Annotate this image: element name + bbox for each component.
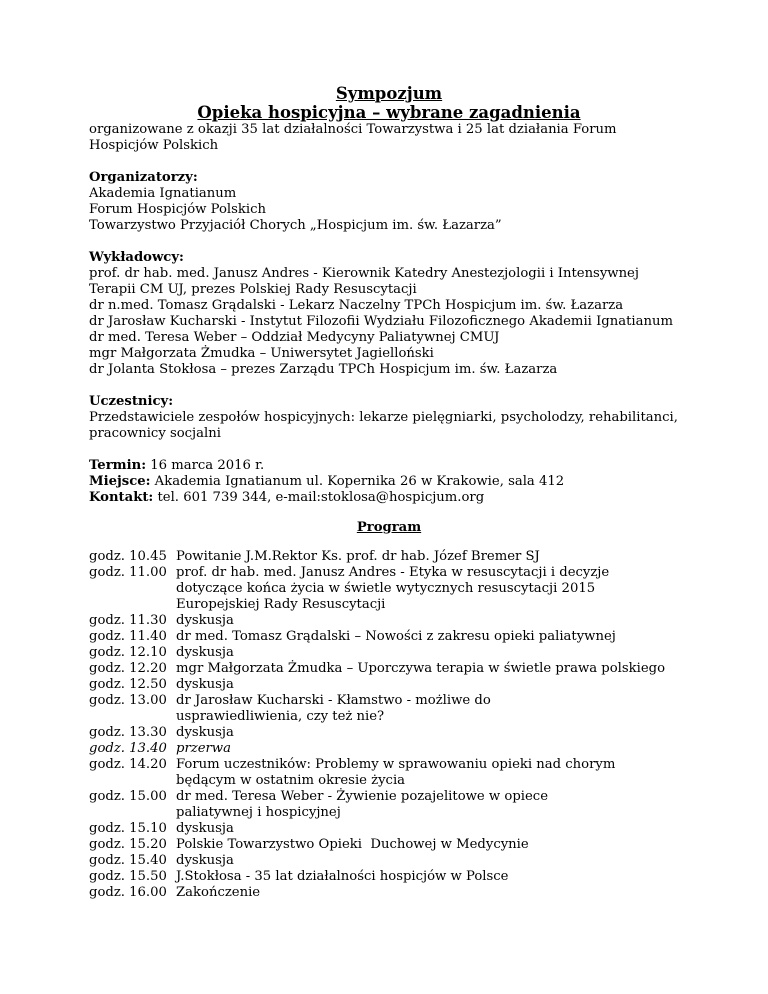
- program-desc: Zakończenie: [176, 885, 261, 900]
- organizers-label: Organizatorzy:: [89, 170, 198, 185]
- program-row: [89, 613, 689, 629]
- program-row: [89, 869, 689, 885]
- program-time: godz. 15.50: [89, 869, 167, 884]
- program-time: godz. 13.40: [89, 741, 167, 756]
- program-row: [89, 677, 689, 693]
- program-row: [89, 853, 689, 869]
- participants-text: Przedstawiciele zespołów hospicyjnych: lekarze pielęgniarki, psycholodzy, rehabilitanci, pracownicy socjalni: [89, 410, 678, 441]
- place-label: Miejsce:: [89, 474, 151, 489]
- program-time: godz. 13.00: [89, 693, 167, 708]
- program-time: godz. 12.10: [89, 645, 167, 660]
- program-time: godz. 15.40: [89, 853, 167, 868]
- program-time: godz. 11.40: [89, 629, 167, 644]
- contact-line: [89, 490, 689, 506]
- program-heading: Program: [356, 520, 422, 535]
- program-desc: Forum uczestników: Problemy w sprawowaniu opieki nad chorym będącym w ostatnim okresie życia: [176, 757, 616, 788]
- date-label: Termin:: [89, 458, 147, 473]
- date-value: 16 marca 2016 r.: [146, 458, 265, 473]
- title-line-1: Sympozjum: [335, 84, 443, 103]
- program-desc: Polskie Towarzystwo Opieki Duchowej w Medycynie: [176, 837, 529, 852]
- program-desc: przerwa: [176, 741, 231, 756]
- organizers-section: [89, 170, 689, 234]
- lecturer-item: mgr Małgorzata Żmudka – Uniwersytet Jagielloński: [89, 346, 434, 361]
- place-line: [89, 474, 689, 490]
- place-value: Akademia Ignatianum ul. Kopernika 26 w Krakowie, sala 412: [150, 474, 565, 489]
- program-row: [89, 885, 689, 901]
- program-desc: Powitanie J.M.Rektor Ks. prof. dr hab. Józef Bremer SJ: [176, 549, 540, 564]
- program-row: [89, 789, 689, 821]
- program-time: godz. 15.10: [89, 821, 167, 836]
- program-time: godz. 11.00: [89, 565, 167, 580]
- program-time: godz. 16.00: [89, 885, 167, 900]
- program-time: godz. 12.50: [89, 677, 167, 692]
- organizer-item: Forum Hospicjów Polskich: [89, 202, 266, 217]
- document-page: [89, 84, 689, 901]
- program-row: [89, 757, 689, 789]
- program-row: [89, 837, 689, 853]
- symposium-title: [89, 84, 689, 122]
- organizer-item: Towarzystwo Przyjaciół Chorych „Hospicjum im. św. Łazarza”: [89, 218, 502, 233]
- participants-label: Uczestnicy:: [89, 394, 174, 409]
- program-desc: dyskusja: [176, 853, 234, 868]
- program-desc: dr Jarosław Kucharski - Kłamstwo - możliwe do usprawiedliwienia, czy też nie?: [176, 693, 491, 724]
- program-desc: dyskusja: [176, 645, 234, 660]
- lecturer-item: dr n.med. Tomasz Grądalski - Lekarz Naczelny TPCh Hospicjum im. św. Łazarza: [89, 298, 624, 313]
- program-desc: mgr Małgorzata Żmudka – Uporczywa terapia w świetle prawa polskiego: [176, 661, 666, 676]
- program-time: godz. 10.45: [89, 549, 167, 564]
- program-time: godz. 14.20: [89, 757, 167, 772]
- program-desc: dyskusja: [176, 677, 234, 692]
- program-row: [89, 565, 689, 613]
- program-time: godz. 12.20: [89, 661, 167, 676]
- lecturer-item: dr Jolanta Stokłosa – prezes Zarządu TPCh Hospicjum im. św. Łazarza: [89, 362, 558, 377]
- program-desc: prof. dr hab. med. Janusz Andres - Etyka w resuscytacji i decyzje dotyczące końca życia w świetle wytycznych resuscytacji 2015 Europejskiej Rady Resuscytacji: [176, 565, 610, 612]
- program-row-break: [89, 741, 689, 757]
- lecturer-item: dr med. Teresa Weber – Oddział Medycyny Paliatywnej CMUJ: [89, 330, 500, 345]
- contact-label: Kontakt:: [89, 490, 154, 505]
- program-time: godz. 15.00: [89, 789, 167, 804]
- title-line-2: Opieka hospicyjna – wybrane zagadnienia: [197, 103, 581, 122]
- program-desc: dr med. Teresa Weber - Żywienie pozajelitowe w opiece paliatywnej i hospicyjnej: [176, 789, 548, 820]
- program-row: [89, 821, 689, 837]
- lecturers-section: [89, 250, 689, 378]
- program-row: [89, 693, 689, 725]
- info-section: [89, 458, 689, 506]
- program-time: godz. 11.30: [89, 613, 167, 628]
- program-row: [89, 549, 689, 565]
- program-desc: dyskusja: [176, 613, 234, 628]
- participants-section: [89, 394, 689, 442]
- program-desc: J.Stokłosa - 35 lat działalności hospicjów w Polsce: [176, 869, 509, 884]
- program-desc: dyskusja: [176, 821, 234, 836]
- subtitle: organizowane z okazji 35 lat działalności Towarzystwa i 25 lat działania Forum Hospicjów Polskich: [89, 122, 617, 153]
- program-desc: dr med. Tomasz Grądalski – Nowości z zakresu opieki paliatywnej: [176, 629, 616, 644]
- program-row: [89, 645, 689, 661]
- program-row: [89, 661, 689, 677]
- program-list: [89, 549, 689, 901]
- lecturers-label: Wykładowcy:: [89, 250, 184, 265]
- program-row: [89, 725, 689, 741]
- program-desc: dyskusja: [176, 725, 234, 740]
- program-time: godz. 15.20: [89, 837, 167, 852]
- organizer-item: Akademia Ignatianum: [89, 186, 237, 201]
- program-time: godz. 13.30: [89, 725, 167, 740]
- date-line: [89, 458, 689, 474]
- lecturer-item: dr Jarosław Kucharski - Instytut Filozofii Wydziału Filozoficznego Akademii Ignatianum: [89, 314, 673, 329]
- program-row: [89, 629, 689, 645]
- contact-value: tel. 601 739 344, e-mail:stoklosa@hospicjum.org: [153, 490, 485, 505]
- lecturer-item: prof. dr hab. med. Janusz Andres - Kierownik Katedry Anestezjologii i Intensywnej Terapii CM UJ, prezes Polskiej Rady Resuscytacji: [89, 266, 639, 297]
